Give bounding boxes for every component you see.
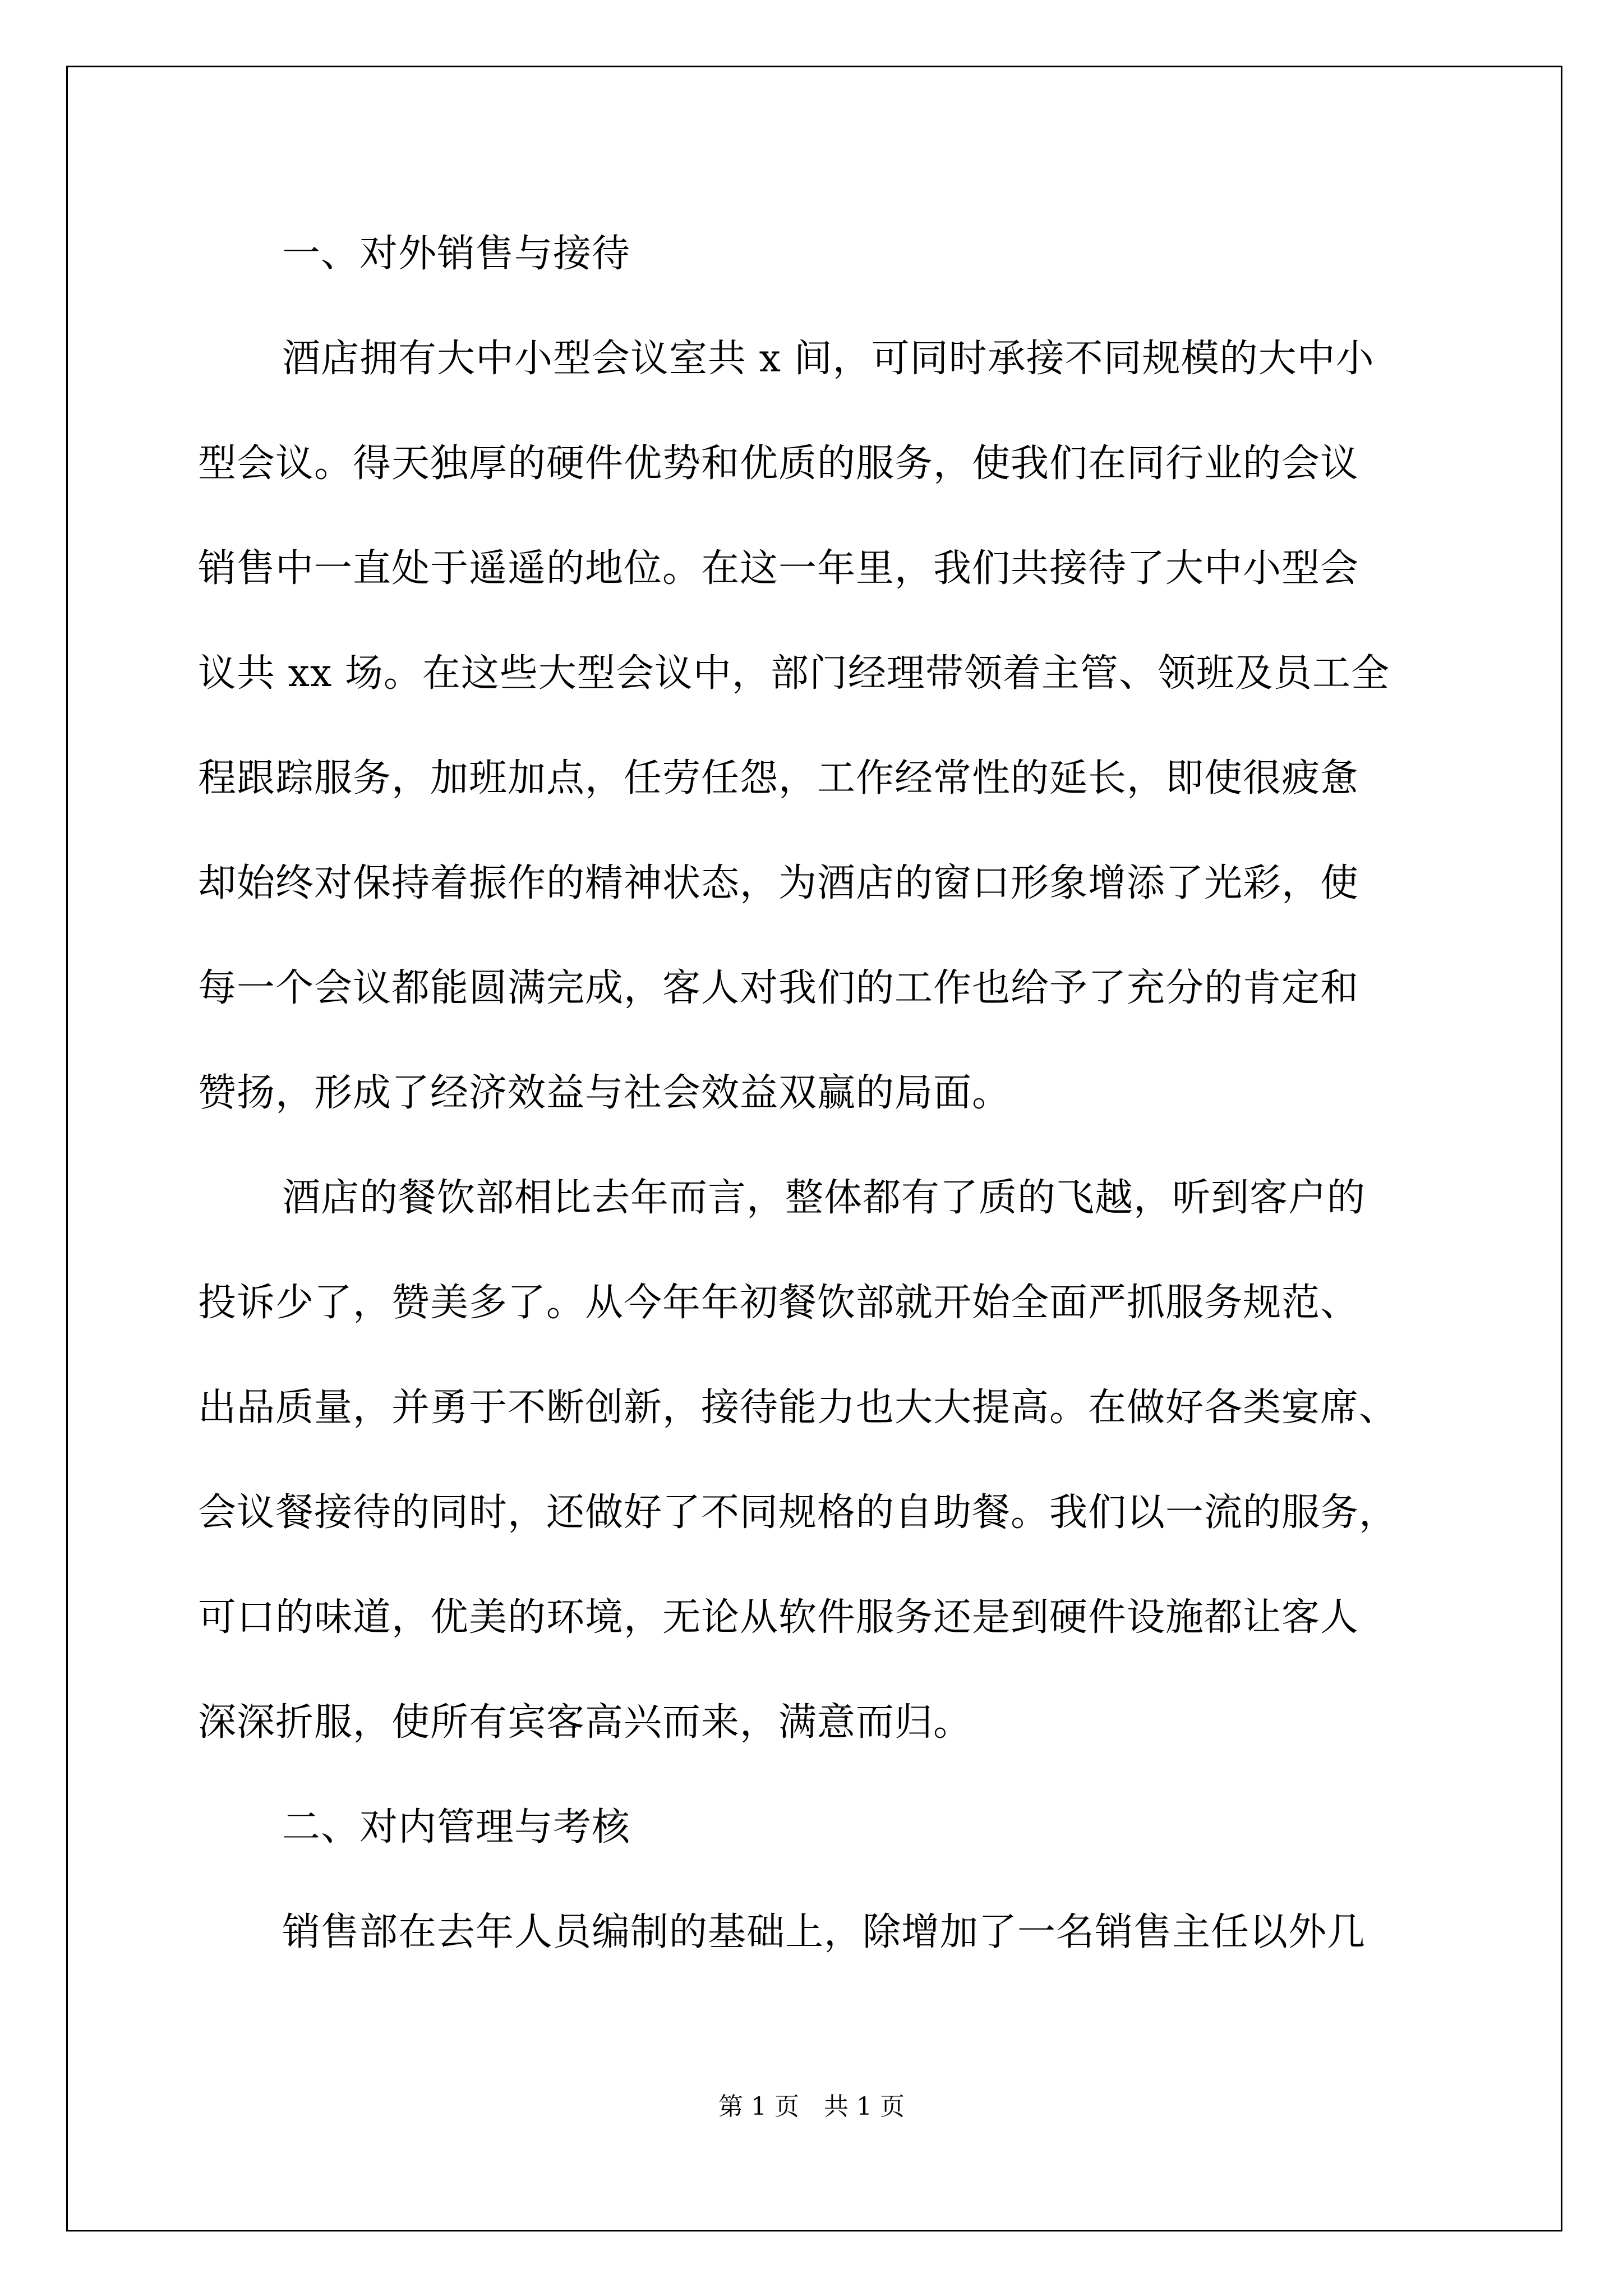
paragraph-line: 每一个会议都能圆满完成，客人对我们的工作也给予了充分的肯定和 xyxy=(198,966,1359,1010)
section-heading-1: 一、对外销售与接待 xyxy=(282,232,631,276)
section-heading-2: 二、对内管理与考核 xyxy=(282,1805,631,1849)
paragraph-line: 可口的味道，优美的环境，无论从软件服务还是到硬件设施都让客人 xyxy=(198,1595,1359,1640)
paragraph-line: 议共 xx 场。在这些大型会议中，部门经理带领着主管、领班及员工全 xyxy=(198,651,1390,696)
paragraph-line: 赞扬，形成了经济效益与社会效益双赢的局面。 xyxy=(198,1071,1011,1115)
paragraph-line: 出品质量，并勇于不断创新，接待能力也大大提高。在做好各类宴席、 xyxy=(198,1386,1398,1430)
paragraph-line: 酒店的餐饮部相比去年而言，整体都有了质的飞越，听到客户的 xyxy=(282,1176,1366,1220)
paragraph-line: 深深折服，使所有宾客高兴而来，满意而归。 xyxy=(198,1700,972,1745)
paragraph-line: 会议餐接待的同时，还做好了不同规格的自助餐。我们以一流的服务， xyxy=(198,1490,1398,1535)
paragraph-line: 投诉少了，赞美多了。从今年年初餐饮部就开始全面严抓服务规范、 xyxy=(198,1281,1359,1325)
paragraph-line: 型会议。得天独厚的硬件优势和优质的服务，使我们在同行业的会议 xyxy=(198,441,1359,486)
page-footer: 第 1 页 共 1 页 xyxy=(718,2092,905,2121)
paragraph-line: 销售部在去年人员编制的基础上，除增加了一名销售主任以外几 xyxy=(282,1910,1366,1954)
paragraph-line: 销售中一直处于遥遥的地位。在这一年里，我们共接待了大中小型会 xyxy=(198,546,1359,591)
paragraph-line: 酒店拥有大中小型会议室共 x 间，可同时承接不同规模的大中小 xyxy=(282,337,1375,381)
paragraph-line: 却始终对保持着振作的精神状态，为酒店的窗口形象增添了光彩，使 xyxy=(198,861,1359,905)
paragraph-line: 程跟踪服务，加班加点，任劳任怨，工作经常性的延长，即使很疲惫 xyxy=(198,756,1359,800)
